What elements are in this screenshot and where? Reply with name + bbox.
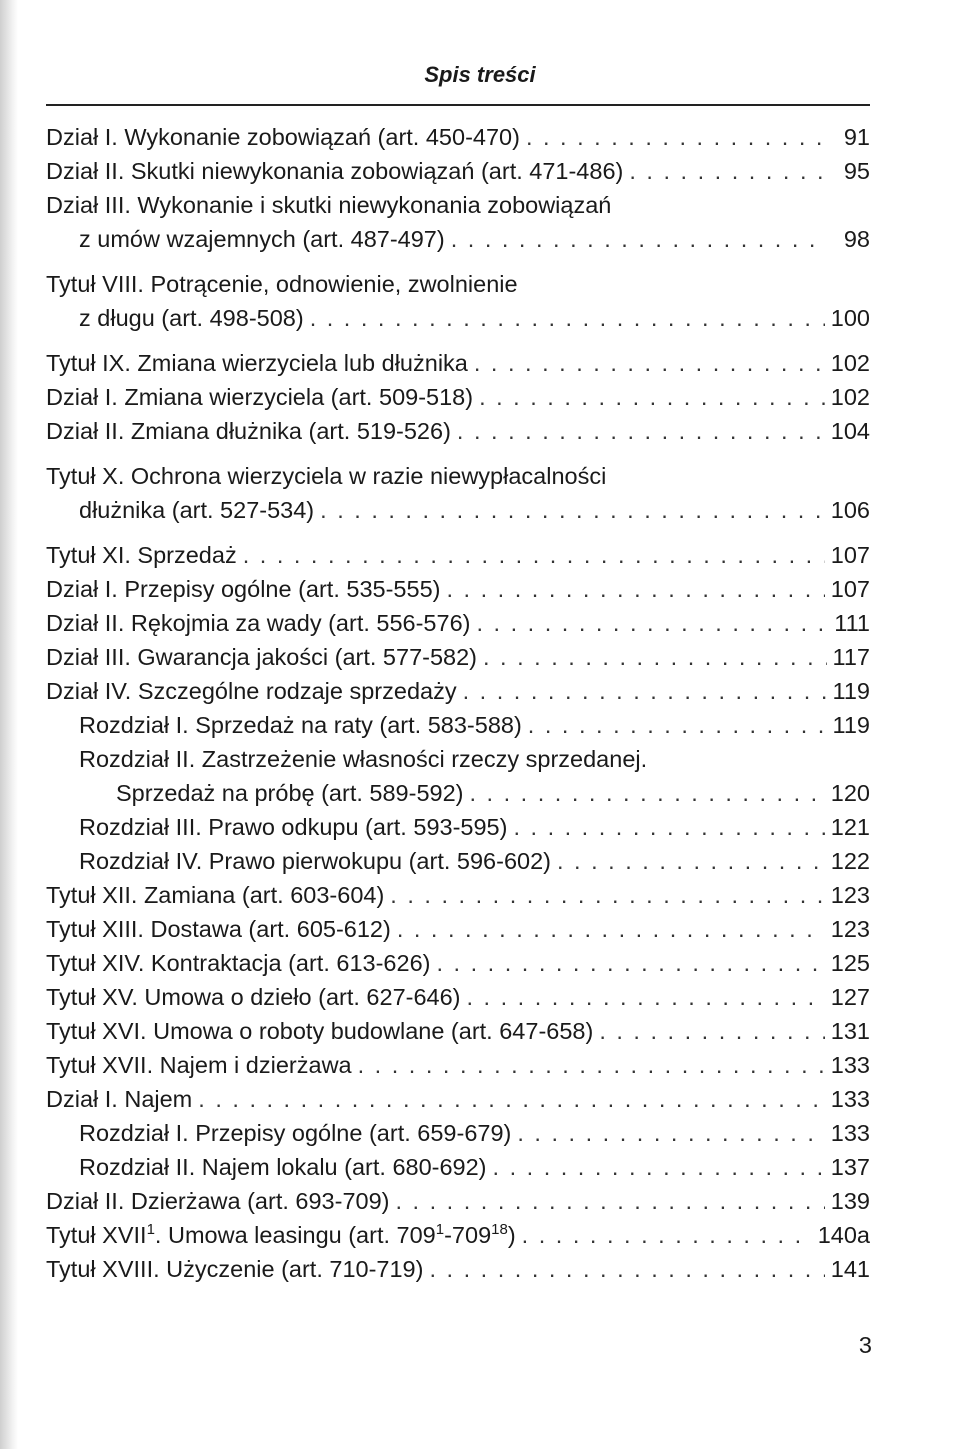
toc-page-number: 98 xyxy=(843,226,870,252)
toc-entry-title: Dział I. Najem xyxy=(46,1086,193,1112)
toc-entry xyxy=(46,980,870,1014)
toc-entry-title: Dział I. Przepisy ogólne (art. 535-555) xyxy=(46,576,441,602)
toc-entry-line xyxy=(46,1116,870,1150)
toc-entry-line xyxy=(46,980,870,1014)
toc-entry-line xyxy=(46,572,870,606)
dot-leader xyxy=(198,1082,825,1116)
toc-page-number: 106 xyxy=(830,497,870,523)
dot-leader xyxy=(513,810,824,844)
toc-entry xyxy=(46,606,870,640)
toc-page-number: 139 xyxy=(830,1188,870,1214)
toc-entry-title: Dział I. Wykonanie zobowiązań (art. 450-470) xyxy=(46,124,520,150)
toc-page-number: 131 xyxy=(830,1018,870,1044)
dot-leader xyxy=(429,1252,824,1286)
toc-entry-title: Tytuł XVII. Najem i dzierżawa xyxy=(46,1052,352,1078)
dot-leader xyxy=(467,980,825,1014)
toc-entry-title: Rozdział I. Przepisy ogólne (art. 659-679) xyxy=(79,1120,512,1146)
toc-page-number: 91 xyxy=(843,124,870,150)
toc-entry-line xyxy=(46,380,870,414)
toc-entry-line xyxy=(46,844,870,878)
toc-entry-title: dłużnika (art. 527-534) xyxy=(79,497,315,523)
toc-entry xyxy=(46,1218,870,1252)
page-number: 3 xyxy=(858,1332,872,1358)
dot-leader xyxy=(483,640,827,674)
toc-page-number: 141 xyxy=(830,1256,870,1282)
dot-leader xyxy=(451,222,828,256)
toc-entry xyxy=(46,572,870,606)
toc-entry-line xyxy=(46,742,870,776)
toc-page-number: 102 xyxy=(830,350,870,376)
toc-entry-title: Rozdział III. Prawo odkupu (art. 593-595) xyxy=(79,814,508,840)
table-of-contents xyxy=(46,120,870,1286)
toc-entry-line xyxy=(46,188,870,222)
toc-page-number: 133 xyxy=(830,1052,870,1078)
toc-entry-line xyxy=(46,493,870,527)
toc-entry-line xyxy=(46,1150,870,1184)
toc-entry-title: Tytuł XIV. Kontraktacja (art. 613-626) xyxy=(46,950,431,976)
toc-entry-line xyxy=(46,1184,870,1218)
toc-entry-line xyxy=(46,810,870,844)
toc-page-number: 125 xyxy=(830,950,870,976)
toc-entry xyxy=(46,414,870,448)
toc-entry-line xyxy=(46,154,870,188)
toc-entry-title: Tytuł X. Ochrona wierzyciela w razie niewypłacalności xyxy=(46,463,607,489)
toc-page-number: 137 xyxy=(830,1154,870,1180)
toc-entry xyxy=(46,640,870,674)
toc-entry-line xyxy=(46,538,870,572)
toc-entry-title: Tytuł XVIII. Użyczenie (art. 710-719) xyxy=(46,1256,424,1282)
toc-entry xyxy=(46,844,870,878)
toc-entry-line xyxy=(46,708,870,742)
dot-leader xyxy=(526,120,828,154)
dot-leader xyxy=(243,538,825,572)
toc-page-number: 122 xyxy=(830,848,870,874)
toc-page-number: 107 xyxy=(830,576,870,602)
toc-entry xyxy=(46,1252,870,1286)
toc-entry-line xyxy=(46,120,870,154)
toc-entry-title: Rozdział II. Najem lokalu (art. 680-692) xyxy=(79,1154,487,1180)
toc-page-number: 119 xyxy=(832,712,870,738)
toc-entry-title: Rozdział IV. Prawo pierwokupu (art. 596-602) xyxy=(79,848,551,874)
toc-page-number: 121 xyxy=(830,814,870,840)
dot-leader xyxy=(436,946,824,980)
toc-page-number: 117 xyxy=(832,644,870,670)
dot-leader xyxy=(457,414,825,448)
toc-entry-title: Tytuł IX. Zmiana wierzyciela lub dłużnika xyxy=(46,350,468,376)
dot-leader xyxy=(528,708,827,742)
toc-entry-title: Tytuł XI. Sprzedaż xyxy=(46,542,237,568)
toc-entry xyxy=(46,674,870,708)
toc-entry-line xyxy=(46,301,870,335)
dot-leader xyxy=(629,154,828,188)
toc-entry-line xyxy=(46,459,870,493)
toc-entry-line xyxy=(46,267,870,301)
dot-leader xyxy=(397,912,825,946)
toc-entry-title: Tytuł XII. Zamiana (art. 603-604) xyxy=(46,882,385,908)
header-rule xyxy=(46,104,870,106)
toc-entry-line xyxy=(46,640,870,674)
toc-page-number: 95 xyxy=(843,158,870,184)
toc-entry-title: Dział I. Zmiana wierzyciela (art. 509-518) xyxy=(46,384,474,410)
toc-entry-title: Rozdział I. Sprzedaż na raty (art. 583-588) xyxy=(79,712,522,738)
toc-entry-title: Dział II. Skutki niewykonania zobowiązań (art. 471-486) xyxy=(46,158,624,184)
toc-page-number: 127 xyxy=(830,984,870,1010)
toc-page-number: 120 xyxy=(830,780,870,806)
dot-leader xyxy=(557,844,825,878)
toc-entry-title: Sprzedaż na próbę (art. 589-592) xyxy=(116,780,464,806)
toc-entry-title: Tytuł VIII. Potrącenie, odnowienie, zwolnienie xyxy=(46,271,518,297)
toc-entry xyxy=(46,1082,870,1116)
toc-entry-title: Dział IV. Szczególne rodzaje sprzedaży xyxy=(46,678,457,704)
toc-entry xyxy=(46,912,870,946)
running-header: Spis treści xyxy=(424,62,536,87)
toc-entry-title: Dział III. Gwarancja jakości (art. 577-582) xyxy=(46,644,477,670)
toc-entry-line xyxy=(46,414,870,448)
toc-entry xyxy=(46,120,870,154)
toc-entry-line xyxy=(46,912,870,946)
toc-entry-title: Dział II. Rękojmia za wady (art. 556-576) xyxy=(46,610,471,636)
scan-edge-shadow xyxy=(0,0,18,1449)
toc-entry xyxy=(46,742,870,810)
toc-entry-title: Dział II. Zmiana dłużnika (art. 519-526) xyxy=(46,418,451,444)
toc-page-number: 102 xyxy=(830,384,870,410)
toc-entry-line xyxy=(46,1252,870,1286)
toc-entry-line xyxy=(46,1014,870,1048)
toc-page-number: 111 xyxy=(834,610,870,636)
toc-entry-line xyxy=(46,946,870,980)
toc-page-number: 133 xyxy=(830,1120,870,1146)
dot-leader xyxy=(320,493,825,527)
toc-entry-title: Tytuł XV. Umowa o dzieło (art. 627-646) xyxy=(46,984,461,1010)
toc-page-number: 123 xyxy=(830,916,870,942)
toc-entry xyxy=(46,708,870,742)
dot-leader xyxy=(395,1184,824,1218)
toc-entry-title: Tytuł XVI. Umowa o roboty budowlane (art. 647-658) xyxy=(46,1018,594,1044)
dot-leader xyxy=(522,1218,812,1252)
toc-entry xyxy=(46,946,870,980)
toc-entry xyxy=(46,346,870,380)
toc-entry xyxy=(46,538,870,572)
toc-entry-line xyxy=(46,1082,870,1116)
toc-page-number: 133 xyxy=(830,1086,870,1112)
dot-leader xyxy=(470,776,825,810)
dot-leader xyxy=(474,346,825,380)
toc-entry xyxy=(46,1048,870,1082)
toc-entry-title: Tytuł XIII. Dostawa (art. 605-612) xyxy=(46,916,391,942)
toc-entry-line xyxy=(46,1218,870,1252)
toc-entry xyxy=(46,380,870,414)
toc-entry-title: Dział II. Dzierżawa (art. 693-709) xyxy=(46,1188,390,1214)
dot-leader xyxy=(463,674,827,708)
toc-entry xyxy=(46,188,870,256)
toc-entry xyxy=(46,267,870,335)
dot-leader xyxy=(599,1014,824,1048)
toc-entry xyxy=(46,1116,870,1150)
toc-entry-title: Dział III. Wykonanie i skutki niewykonania zobowiązań xyxy=(46,192,612,218)
toc-page-number: 119 xyxy=(832,678,870,704)
toc-page-number: 100 xyxy=(830,305,870,331)
toc-entry-line xyxy=(46,878,870,912)
toc-entry-line xyxy=(46,346,870,380)
toc-entry xyxy=(46,878,870,912)
toc-entry-title: z długu (art. 498-508) xyxy=(79,305,304,331)
toc-entry-line xyxy=(46,606,870,640)
toc-entry-line xyxy=(46,776,870,810)
toc-entry xyxy=(46,154,870,188)
toc-entry xyxy=(46,1150,870,1184)
dot-leader xyxy=(446,572,824,606)
toc-page-number: 104 xyxy=(830,418,870,444)
dot-leader xyxy=(479,380,825,414)
dot-leader xyxy=(390,878,824,912)
toc-entry-line xyxy=(46,1048,870,1082)
toc-page-number: 140a xyxy=(817,1222,870,1248)
toc-entry xyxy=(46,459,870,527)
dot-leader xyxy=(476,606,828,640)
toc-entry-title: Rozdział II. Zastrzeżenie własności rzeczy sprzedanej. xyxy=(79,746,648,772)
toc-entry-title: Tytuł XVII$^1$. Umowa leasingu (art. $709^1-709^{18}$) xyxy=(46,1221,516,1248)
toc-entry-line xyxy=(46,674,870,708)
toc-entry-title: z umów wzajemnych (art. 487-497) xyxy=(79,226,445,252)
toc-page-number: 107 xyxy=(830,542,870,568)
toc-entry-line xyxy=(46,222,870,256)
toc-entry xyxy=(46,1184,870,1218)
dot-leader xyxy=(493,1150,825,1184)
toc-entry xyxy=(46,810,870,844)
toc-page-number: 123 xyxy=(830,882,870,908)
dot-leader xyxy=(310,301,825,335)
dot-leader xyxy=(358,1048,825,1082)
toc-entry xyxy=(46,1014,870,1048)
dot-leader xyxy=(517,1116,824,1150)
